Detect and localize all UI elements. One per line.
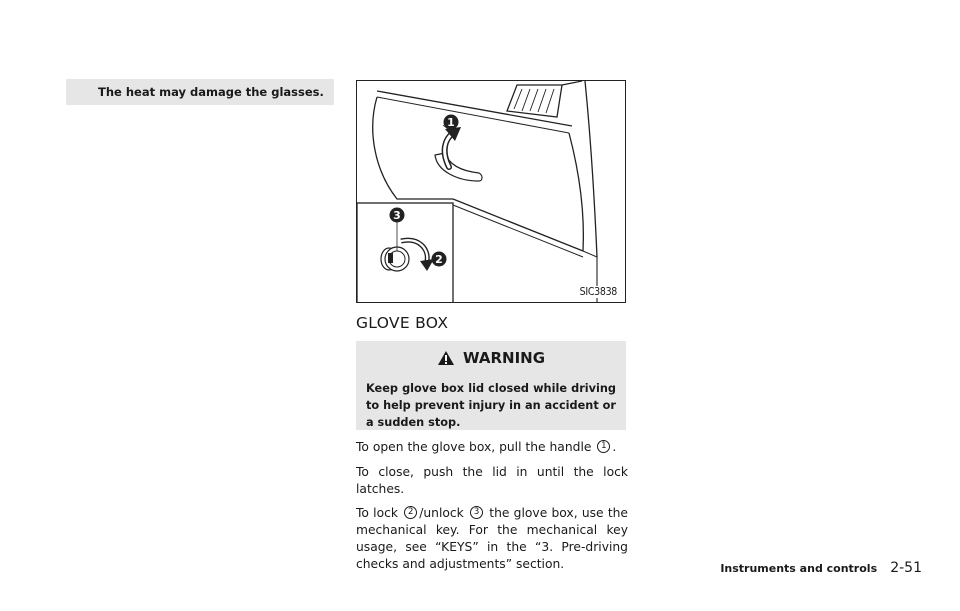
glove-box-illustration: [356, 80, 626, 303]
warning-title: WARNING: [462, 349, 546, 367]
note-text: The heat may damage the glasses.: [98, 85, 324, 99]
paragraph-lock-end: the glove box, use the mechanical key. For the mechanical key usage, see “KEYS” in the “3. Pre-driving checks and adjustments” section.: [356, 506, 628, 571]
callout-3: 3: [393, 209, 401, 222]
glove-box-drawing: [357, 81, 626, 303]
page-footer: [720, 557, 922, 576]
callout-2: 2: [435, 253, 443, 266]
warning-text: Keep glove box lid closed while driving to help prevent injury in an accident or a sudden stop.: [366, 382, 616, 429]
note-box: [66, 79, 334, 105]
warning-box: [356, 341, 626, 430]
footer-section-title: Instruments and controls: [720, 562, 878, 575]
callout-1: 1: [447, 116, 455, 129]
warning-icon: [437, 350, 455, 366]
callout-ref-1: 1: [597, 440, 610, 453]
callout-ref-2: 2: [404, 506, 417, 519]
callout-ref-3: 3: [470, 506, 483, 519]
paragraph-lock-start: To lock: [356, 506, 398, 520]
warning-header: [356, 349, 626, 367]
figure-code: SIC3838: [579, 286, 617, 298]
paragraph-lock: [356, 505, 628, 573]
paragraph-lock-mid: /unlock: [419, 506, 464, 520]
paragraph-open-end: .: [612, 440, 617, 454]
paragraph-close: To close, push the lid in until the lock latches.: [356, 465, 628, 496]
paragraph-open-text: To open the glove box, pull the handle: [356, 440, 592, 454]
page-number: 2-51: [890, 560, 922, 576]
section-heading: GLOVE BOX: [356, 314, 449, 332]
paragraph-open: [356, 439, 628, 456]
